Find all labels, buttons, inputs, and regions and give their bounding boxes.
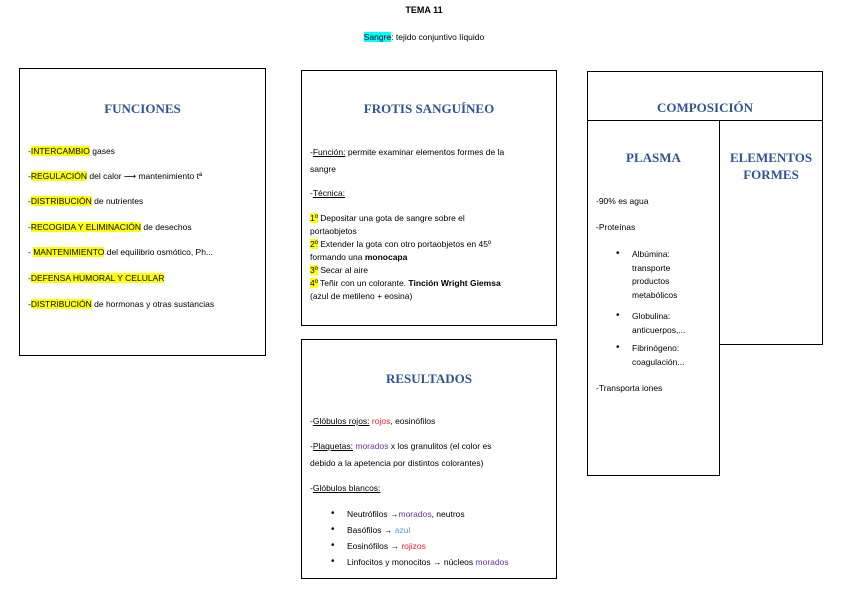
elementos-formes-title: ELEMENTOS FORMES <box>729 150 813 182</box>
frotis-box <box>301 70 557 326</box>
elementos-formes-box <box>719 120 823 345</box>
funcion-item-7: -DISTRIBUCIÓN de hormonas y otras sustancias <box>28 299 215 309</box>
frotis-step-2: 2º Extender la gota con otro portaobjetos en 45º <box>310 239 492 249</box>
blanco-item-2: • Basófilos → azul <box>347 525 410 535</box>
composicion-title: COMPOSICIÓN <box>656 100 754 115</box>
page-title: TEMA 11 <box>405 5 443 15</box>
frotis-step-2b: formando una monocapa <box>310 252 408 262</box>
blanco-item-3: • Eosinófilos → rojizos <box>347 541 426 551</box>
arrow-icon: ⟶ <box>123 171 137 181</box>
frotis-funcion-2: sangre <box>310 164 336 174</box>
resultados-title: RESULTADOS <box>386 371 472 386</box>
blanco-item-1: • Neutrófilos →morados, neutros <box>347 509 465 519</box>
funcion-item-5: - MANTENIMIENTO del equilibrio osmótico, Ph... <box>28 247 214 257</box>
frotis-step-4b: (azul de metileno + eosina) <box>310 291 413 301</box>
protein-globulina: • Globulina: anticuerpos,... <box>632 310 685 337</box>
funcion-item-2: -REGULACIÓN del calor ⟶ mantenimiento tª <box>28 171 203 181</box>
frotis-funcion: -Función: permite examinar elementos formes de la <box>310 147 505 157</box>
funciones-title: FUNCIONES <box>104 101 181 116</box>
frotis-step-1b: portaobjetos <box>310 226 357 236</box>
resultado-plaquetas: -Plaquetas: morados x los granulitos (el color es <box>310 441 492 451</box>
subtitle-rest: : tejido conjuntivo líquido <box>391 32 485 42</box>
subtitle-key: Sangre <box>363 32 392 42</box>
frotis-step-4: 4º Teñir con un colorante. Tinción Wright Giemsa <box>310 278 501 288</box>
plasma-title: PLASMA <box>626 150 681 165</box>
frotis-step-3: 3º Secar al aire <box>310 265 368 275</box>
arrow-icon: → <box>432 557 442 567</box>
plasma-iones: -Transporta iones <box>596 383 663 393</box>
resultados-box <box>301 339 557 579</box>
funcion-item-6: -DEFENSA HUMORAL Y CELULAR <box>28 273 165 283</box>
frotis-title: FROTIS SANGUÍNEO <box>363 101 495 116</box>
resultado-plaquetas-2: debido a la apetencia por distintos colorantes) <box>310 458 484 468</box>
protein-fibrinogeno: • Fibrinógeno: coagulación... <box>632 342 684 369</box>
funcion-item-4: -RECOGIDA Y ELIMINACIÓN de desechos <box>28 222 192 232</box>
protein-albumina: • Albúmina: transporte productos metabólicos <box>632 248 677 302</box>
plasma-box <box>587 120 720 476</box>
frotis-step-1: 1º Depositar una gota de sangre sobre el <box>310 213 465 223</box>
arrow-icon: → <box>390 541 399 551</box>
funcion-item-3: -DISTRIBUCIÓN de nutrientes <box>28 196 144 206</box>
composicion-header-box <box>587 71 823 121</box>
arrow-icon: → <box>383 525 393 535</box>
blanco-item-4: • Linfocitos y monocitos → núcleos morados <box>347 557 509 567</box>
plasma-proteinas: -Proteínas <box>596 222 636 232</box>
funcion-item-1: -INTERCAMBIO gases <box>28 146 115 156</box>
frotis-tecnica: -Técnica: <box>310 188 345 198</box>
funciones-box <box>19 68 266 356</box>
page-subtitle <box>0 32 848 42</box>
arrow-icon: → <box>390 509 399 519</box>
plasma-agua: -90% es agua <box>596 196 649 206</box>
resultado-rojos: -Glóbulos rojos: rojos, eosinófilos <box>310 416 436 426</box>
resultado-blancos: -Glóbulos blancos: <box>310 483 381 493</box>
